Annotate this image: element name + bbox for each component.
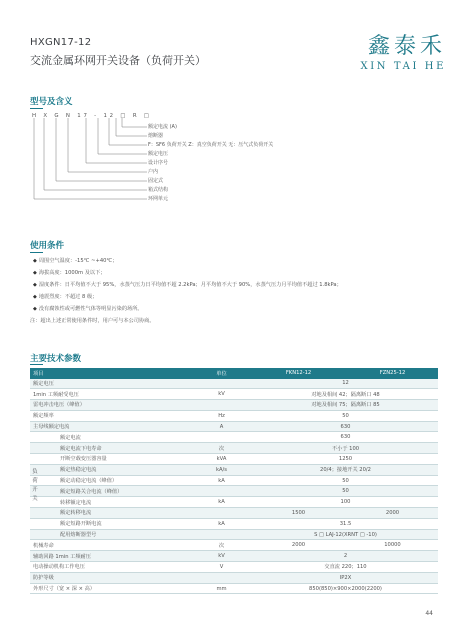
- spec-value: 630: [250, 432, 438, 443]
- spec-item: 外形尺寸（宽 × 深 × 高）: [30, 583, 190, 594]
- table-row: [30, 518, 438, 529]
- spec-unit: [190, 572, 250, 583]
- spec-unit: V: [190, 562, 250, 573]
- spec-unit: kVA: [190, 454, 250, 465]
- section-heading-model: 型号及含义: [30, 97, 73, 107]
- brand-name-zh: 鑫泰禾: [367, 34, 446, 59]
- spec-unit: kA: [190, 475, 250, 486]
- legend-item: 额定电压: [148, 151, 169, 157]
- table-row: [30, 400, 438, 411]
- spec-unit: [190, 432, 250, 443]
- spec-value: 630: [250, 421, 438, 432]
- table-row: [30, 497, 438, 508]
- table-row: [30, 540, 438, 551]
- spec-item: 雷电冲击电压（峰值）: [30, 400, 190, 411]
- spec-item: 额定电流: [30, 432, 190, 443]
- legend-item: 设计序号: [148, 160, 169, 166]
- table-header: FZN25-12: [344, 368, 438, 379]
- spec-value: 100: [250, 497, 438, 508]
- spec-value: 10000: [344, 540, 438, 551]
- section-heading-specs: 主要技术参数: [30, 354, 82, 364]
- diamond-bullet-icon: ◆: [33, 294, 37, 300]
- table-header-row: [30, 368, 438, 379]
- spec-item: 额定热稳定电流: [30, 464, 190, 475]
- spec-unit: kA: [190, 518, 250, 529]
- product-title: 交流金属环网开关设备（负荷开关）: [30, 54, 206, 67]
- spec-value: 50: [250, 475, 438, 486]
- table-row: [30, 551, 438, 562]
- table-row: [30, 389, 438, 400]
- spec-unit: 次: [190, 443, 250, 454]
- spec-unit: [190, 400, 250, 411]
- spec-unit: [190, 486, 250, 497]
- spec-item: 额定短路关合电流（峰值）: [30, 486, 190, 497]
- table-row: [30, 454, 438, 465]
- table-row: [30, 486, 438, 497]
- spec-value: 2: [250, 551, 438, 562]
- spec-unit: kV: [190, 551, 250, 562]
- spec-value: 31.5: [250, 518, 438, 529]
- spec-item: 额定短路开断电流: [30, 518, 190, 529]
- condition-item: ◆ 湿度条件：日平均值不大于 95%，水蒸气压力日平均值不超 2.2kPa；月平均值不大于 90%，水蒸气压力月平均值不超过 1.8kPa；: [33, 282, 342, 288]
- brand-logo: [326, 35, 446, 72]
- legend-item: F：SF6 负荷开关 Z：真空负荷开关 无：压气式负荷开关: [148, 142, 274, 148]
- table-row: [30, 529, 438, 540]
- spec-unit: kA: [190, 497, 250, 508]
- section-underline: [30, 108, 43, 109]
- condition-item: ◆ 地震烈度：不超过 8 级；: [33, 294, 98, 300]
- legend-item: 箱式结构: [148, 187, 169, 193]
- spec-unit: [190, 529, 250, 540]
- legend-item: 熔断器: [148, 133, 164, 139]
- spec-item: 防护等级: [30, 572, 190, 583]
- condition-item: ◆ 没有腐蚀性或可燃性气体等明显污染的场所。: [33, 306, 143, 312]
- table-row: [30, 443, 438, 454]
- spec-item: 辅助回路 1min 工频耐压: [30, 551, 190, 562]
- condition-item: ◆ 海拔高度：1000m 及以下；: [33, 270, 106, 276]
- spec-value: 20/4；接地开关 20/2: [250, 464, 438, 475]
- table-row: [30, 562, 438, 573]
- table-row: [30, 475, 438, 486]
- legend-item: 户内: [148, 169, 159, 175]
- spec-item: 配用熔断器型号: [30, 529, 190, 540]
- table-row: [30, 421, 438, 432]
- spec-value: 不小于 100: [250, 443, 438, 454]
- table-row: [30, 508, 438, 519]
- conditions-note: 注：超出上述正常使用条件时，用户可与本公司协商。: [30, 318, 155, 324]
- spec-value: IP2X: [250, 572, 438, 583]
- spec-unit: [190, 379, 250, 389]
- spec-item: 1min 工频耐受电压: [30, 389, 190, 400]
- page-number: 44: [425, 610, 433, 617]
- spec-value: 对地及相间 42；隔离断口 48: [250, 389, 438, 400]
- legend-item: 固定式: [148, 178, 164, 184]
- spec-value: S □ LAJ-12(XRNT □ -10): [250, 529, 438, 540]
- spec-item: 机械寿命: [30, 540, 190, 551]
- spec-item: 额定频率: [30, 410, 190, 421]
- group-label-text: 负荷开关: [32, 469, 38, 502]
- spec-unit: A: [190, 421, 250, 432]
- section-underline: [30, 252, 43, 253]
- spec-value: 2000: [250, 540, 344, 551]
- spec-item: 额定动稳定电流（峰值）: [30, 475, 190, 486]
- spec-value: 12: [250, 379, 438, 389]
- spec-value: 交直流 220；110: [250, 562, 438, 573]
- spec-item: 主母线额定电流: [30, 421, 190, 432]
- spec-value: 50: [250, 410, 438, 421]
- product-model: HXGN17-12: [30, 37, 92, 48]
- table-row: [30, 583, 438, 594]
- table-header: 单位: [190, 368, 250, 379]
- spec-item: 额定转移电流: [30, 508, 190, 519]
- legend-item: 环网单元: [148, 196, 169, 202]
- spec-unit: [190, 508, 250, 519]
- table-header: FKN12-12: [250, 368, 344, 379]
- spec-item: 电动操动机构工作电压: [30, 562, 190, 573]
- spec-value: 1500: [250, 508, 344, 519]
- diamond-bullet-icon: ◆: [33, 306, 37, 312]
- diamond-bullet-icon: ◆: [33, 282, 37, 288]
- spec-unit: kA/s: [190, 464, 250, 475]
- table-row: [30, 572, 438, 583]
- spec-value: 1250: [250, 454, 438, 465]
- spec-item: 开断空载变压器容量: [30, 454, 190, 465]
- group-label-load-switch: [30, 468, 40, 504]
- spec-table: [30, 368, 438, 594]
- spec-value: 2000: [344, 508, 438, 519]
- section-underline: [30, 364, 43, 365]
- section-heading-conditions: 使用条件: [30, 241, 65, 251]
- diamond-bullet-icon: ◆: [33, 270, 37, 276]
- table-header: 项目: [30, 368, 190, 379]
- spec-value: 850(850)×900×2000(2200): [250, 583, 438, 594]
- spec-unit: kV: [190, 389, 250, 400]
- spec-value: 对地及相间 75；隔离断口 85: [250, 400, 438, 411]
- table-row: [30, 464, 438, 475]
- table-row: [30, 379, 438, 389]
- spec-value: 50: [250, 486, 438, 497]
- table-row: [30, 432, 438, 443]
- spec-unit: 次: [190, 540, 250, 551]
- spec-item: 转移额定电流: [30, 497, 190, 508]
- model-code: H X G N 17 - 12 □ R □: [32, 113, 152, 119]
- spec-item: 额定电压: [30, 379, 190, 389]
- spec-unit: Hz: [190, 410, 250, 421]
- model-code-diagram: [30, 118, 150, 208]
- spec-item: 额定电流下电寿命: [30, 443, 190, 454]
- legend-item: 额定电流 (A): [148, 124, 177, 130]
- condition-item: ◆ 周围空气温度：-15℃ ~+40℃；: [33, 258, 118, 264]
- spec-unit: mm: [190, 583, 250, 594]
- diamond-bullet-icon: ◆: [33, 258, 37, 264]
- brand-name-en: XIN TAI HE: [360, 61, 446, 72]
- table-row: [30, 410, 438, 421]
